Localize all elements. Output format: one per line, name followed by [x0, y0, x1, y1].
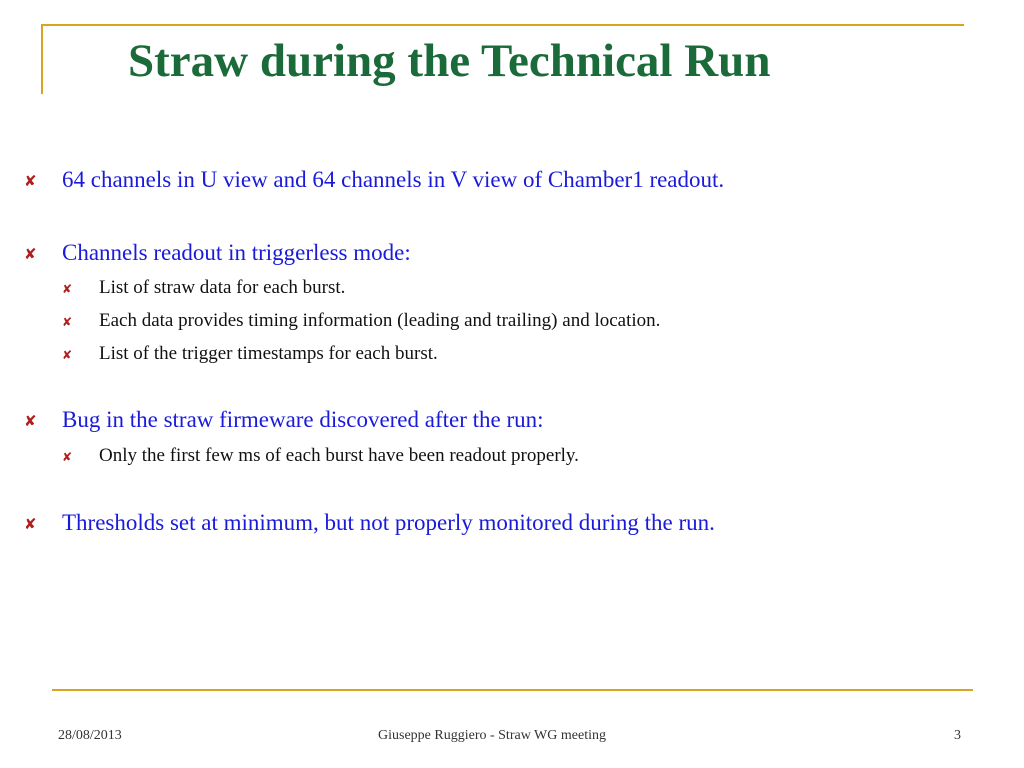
bullet-item: Thresholds set at minimum, but not properly monitored during the run. [62, 510, 715, 535]
sub-bullet-item: Each data provides timing information (leading and trailing) and location. [99, 310, 661, 331]
sub-bullet-marker-icon: ✘ [62, 315, 73, 329]
footer-rule [52, 689, 973, 691]
sub-bullet-item: List of the trigger timestamps for each burst. [99, 343, 438, 364]
bullet-item: Bug in the straw firmeware discovered after the run: [62, 407, 544, 432]
sub-bullet-marker-icon: ✘ [62, 282, 73, 296]
bullet-item: Channels readout in triggerless mode: [62, 240, 411, 265]
sub-bullet-item: List of straw data for each burst. [99, 277, 346, 298]
footer-page-number: 3 [954, 728, 961, 743]
sub-bullet-item: Only the first few ms of each burst have been readout properly. [99, 445, 579, 466]
bullet-item: 64 channels in U view and 64 channels in V view of Chamber1 readout. [62, 167, 725, 192]
bullet-marker-icon: ✘ [24, 412, 37, 430]
slide-title: Straw during the Technical Run [128, 35, 771, 87]
footer-date: 28/08/2013 [58, 728, 122, 743]
bullet-marker-icon: ✘ [24, 172, 37, 190]
footer-author: Giuseppe Ruggiero - Straw WG meeting [378, 728, 606, 743]
sub-bullet-marker-icon: ✘ [62, 348, 73, 362]
sub-bullet-marker-icon: ✘ [62, 450, 73, 464]
bullet-marker-icon: ✘ [24, 515, 37, 533]
bullet-marker-icon: ✘ [24, 245, 37, 263]
